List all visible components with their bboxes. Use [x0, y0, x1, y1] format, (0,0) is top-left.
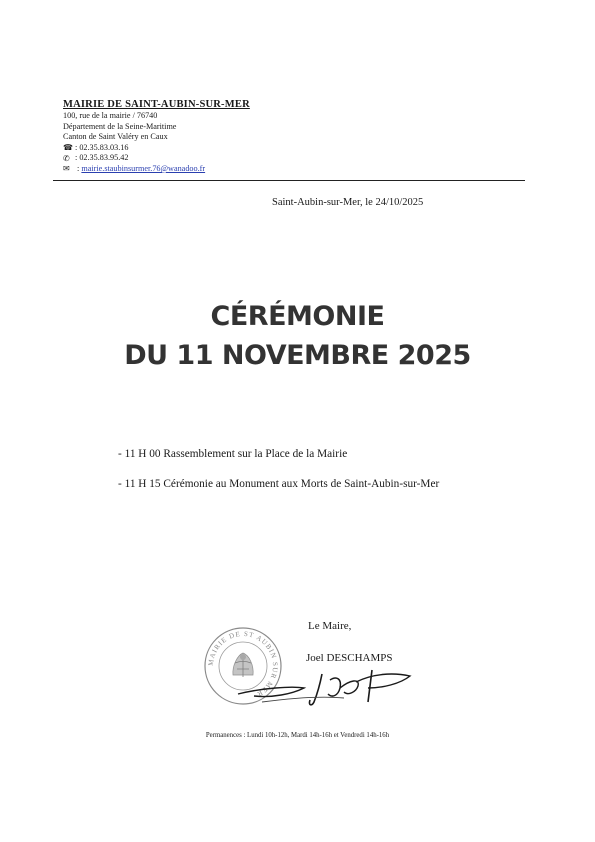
fax-number: : 02.35.83.95.42 [75, 153, 129, 163]
program-item: - 11 H 00 Rassemblement sur la Place de la Mairie [118, 448, 348, 460]
letterhead-address: 100, rue de la mairie / 76740 [63, 111, 158, 120]
handwritten-signature [232, 658, 422, 718]
email-link[interactable]: mairie.staubinsurmer.76@wanadoo.fr [81, 163, 206, 173]
phone-number: : 02.35.83.03.16 [75, 142, 129, 152]
letterhead-canton: Canton de Saint Valéry en Caux [63, 132, 168, 142]
envelope-icon: ✉ [63, 164, 70, 174]
place-date: Saint-Aubin-sur-Mer, le 24/10/2025 [272, 197, 424, 208]
signatory-role: Le Maire, [308, 620, 352, 632]
letterhead-fax [63, 153, 525, 164]
program-item: - 11 H 15 Cérémonie au Monument aux Morts de Saint-Aubin-sur-Mer [118, 478, 440, 490]
title-line-2: DU 11 NOVEMBRE 2025 [124, 340, 471, 371]
svg-text:MAIRIE DE ST AUBIN SUR MER: MAIRIE DE ST AUBIN SUR MER [206, 629, 280, 699]
fax-icon: ✆ [63, 153, 70, 163]
letterhead-title: MAIRIE DE SAINT-AUBIN-SUR-MER [63, 99, 250, 110]
letterhead-phone [63, 143, 525, 154]
letterhead-department: Département de la Seine-Maritime [63, 121, 177, 131]
email-prefix: : [75, 163, 82, 173]
signatory-name: Joel DESCHAMPS [306, 652, 393, 664]
title-line-1: CÉRÉMONIE [210, 301, 385, 332]
letterhead-email [63, 164, 525, 175]
phone-icon: ☎ [63, 143, 73, 153]
letterhead [63, 99, 525, 175]
office-hours-footer: Permanences : Lundi 10h-12h, Mardi 14h-16h et Vendredi 14h-16h [205, 732, 390, 739]
letterhead-divider [53, 180, 525, 181]
